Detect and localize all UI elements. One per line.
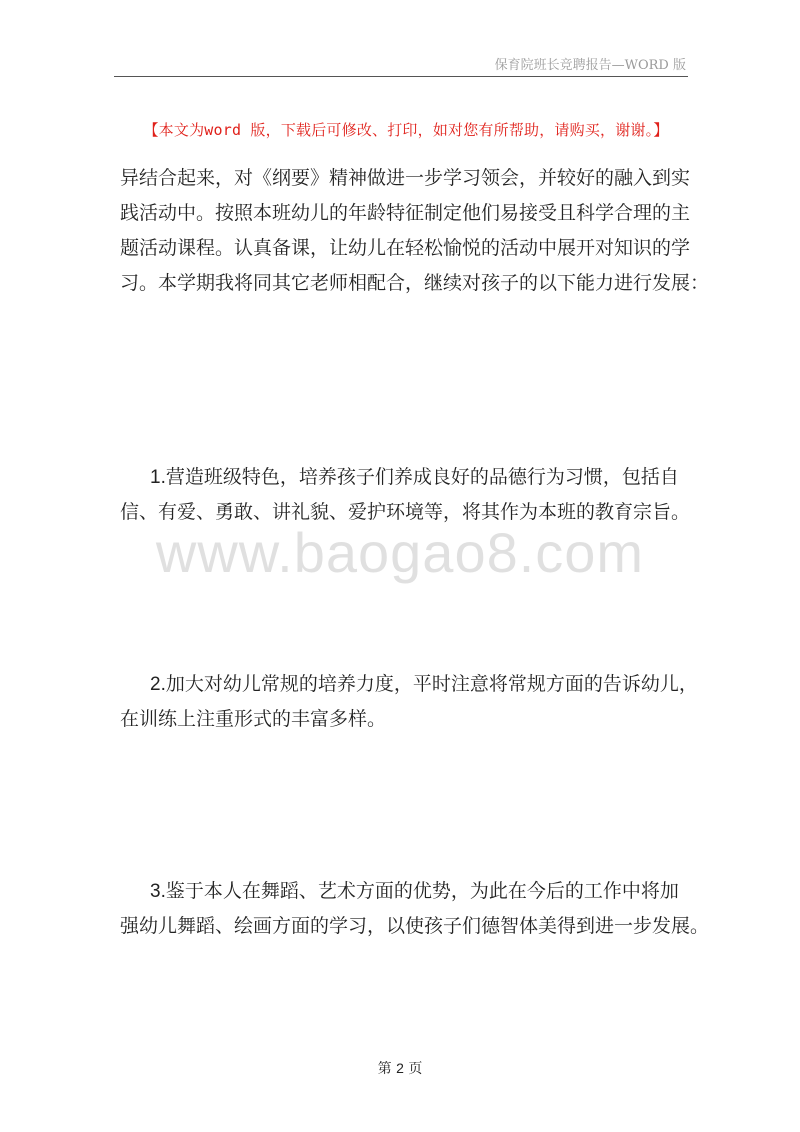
header-divider xyxy=(114,76,688,77)
paragraph-line: 题活动课程。认真备课，让幼儿在轻松愉悦的活动中展开对知识的学 xyxy=(120,237,691,259)
page-number-value: 2 xyxy=(396,1060,404,1076)
item-number: 2. xyxy=(150,674,166,695)
paragraph-line: 习。本学期我将同其它老师相配合，继续对孩子的以下能力进行发展： xyxy=(120,272,710,294)
page-number-prefix: 第 xyxy=(377,1061,392,1077)
item-number: 3. xyxy=(150,881,166,902)
paragraph-line xyxy=(120,874,690,909)
item-text: 加大对幼儿常规的培养力度，平时注意将常规方面的告诉幼儿， xyxy=(165,673,698,695)
download-notice: 【本文为word 版，下载后可修改、打印，如对您有所帮助，请购买，谢谢。】 xyxy=(143,121,669,139)
list-item-2 xyxy=(120,667,698,737)
watermark-text: www.baogao8.com xyxy=(155,521,645,584)
item-text: 营造班级特色，培养孩子们养成良好的品德行为习惯，包括自 xyxy=(165,466,679,488)
page-number-suffix: 页 xyxy=(408,1061,423,1077)
paragraph-line xyxy=(120,667,698,702)
page-number xyxy=(0,1058,800,1078)
item-number: 1. xyxy=(150,467,166,488)
list-item-3 xyxy=(120,874,710,944)
paragraph-line: 异结合起来，对《纲要》精神做进一步学习领会，并较好的融入到实 xyxy=(120,167,691,189)
page-header-title: 保育院班长竞聘报告—WORD 版 xyxy=(494,58,686,73)
paragraph-line: 践活动中。按照本班幼儿的年龄特征制定他们易接受且科学合理的主 xyxy=(120,202,691,224)
paragraph-line: 强幼儿舞蹈、绘画方面的学习，以使孩子们德智体美得到进一步发展。 xyxy=(120,915,710,937)
paragraph-line xyxy=(120,460,690,495)
intro-paragraph xyxy=(120,161,710,301)
item-text: 鉴于本人在舞蹈、艺术方面的优势，为此在今后的工作中将加 xyxy=(165,880,679,902)
paragraph-line: 信、有爱、勇敢、讲礼貌、爱护环境等，将其作为本班的教育宗旨。 xyxy=(120,501,691,523)
paragraph-line: 在训练上注重形式的丰富多样。 xyxy=(120,708,387,730)
